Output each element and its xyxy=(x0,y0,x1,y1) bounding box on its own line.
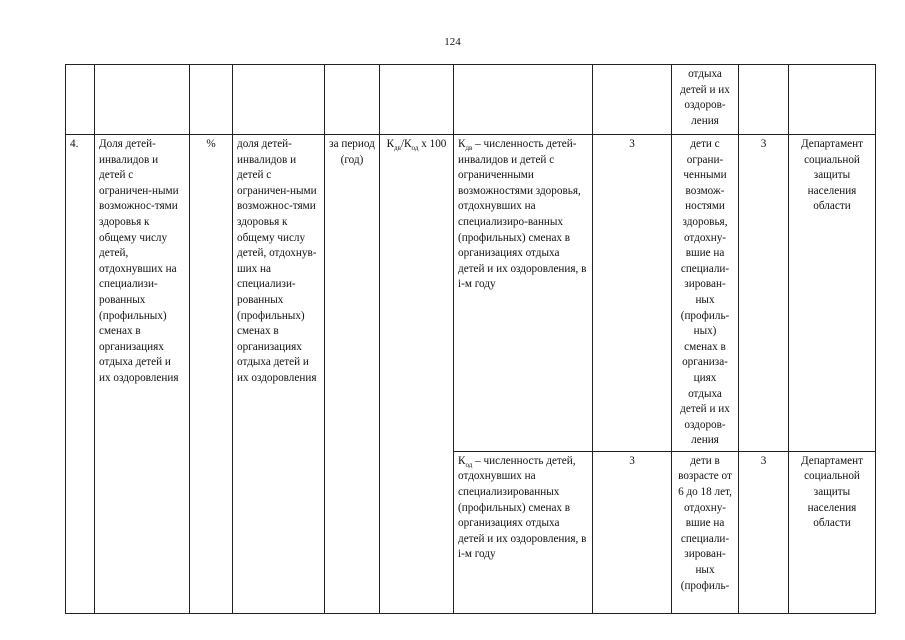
cell-method-code: 3 xyxy=(739,135,789,452)
formula-sub-a: дв xyxy=(394,144,401,153)
cell-responsible-department: Департамент социальной защиты населения области xyxy=(789,135,876,452)
cell-definition: доля детей-инвалидов и детей с ограничен-ными возможнос-тями здоровья к общему числу детей, отдохнув-ших на специализи-рованных (профильных) сменах в организациях отдыха детей и их оздоровления xyxy=(233,135,325,614)
variable-subscript: од xyxy=(465,461,473,470)
cell-responsible-department: Департамент социальной защиты населения области xyxy=(789,451,876,613)
page-number: 124 xyxy=(444,36,461,48)
table-row-indicator-4 xyxy=(66,135,876,452)
cell-observation-object xyxy=(672,451,739,613)
cell-indicator-name: Доля детей-инвалидов и детей с ограничен-ными возможнос-тями здоровья к общему числу детей, отдохнувших на специализи-рованных (профильных) сменах в организациях отдыха детей и их оздоровления xyxy=(95,135,190,614)
variable-text: – численность детей-инвалидов и детей с ограниченными возможностями здоровья, отдохнувших на специализиро-ванных (профильных) сменах в организациях отдыха детей и их оздоровления, в i-м году xyxy=(458,138,587,291)
cell-empty xyxy=(233,65,325,135)
cell-observation-object: дети с ограни-ченными возмож-ностями здоровья, отдохну-вшие на специали-зирован-ных (профиль-ных) сменах в организа-циях отдыха детей и их оздоров-ления xyxy=(672,135,739,452)
formula-var-a: К xyxy=(386,138,395,150)
formula-slash: /К xyxy=(400,138,412,150)
cell-empty xyxy=(739,65,789,135)
cell-empty xyxy=(380,65,454,135)
variable-symbol: К xyxy=(458,138,466,150)
cell-variable-description xyxy=(454,135,593,452)
cell-empty xyxy=(789,65,876,135)
cell-empty xyxy=(454,65,593,135)
cell-empty xyxy=(593,65,672,135)
cell-unit: % xyxy=(190,135,233,614)
variable-symbol: К xyxy=(458,454,466,467)
cell-variable-description xyxy=(454,451,593,613)
cell-object-continued: отдыха детей и их оздоров-ления xyxy=(672,65,739,135)
variable-text: – численность детей, отдохнувших на специализированных (профильных) сменах в организациях отдыха детей и их оздоровления, в i-м году xyxy=(458,454,587,561)
table-row-continuation xyxy=(66,65,876,135)
indicator-table xyxy=(65,64,876,614)
cell-row-number: 4. xyxy=(66,135,95,614)
cell-empty xyxy=(95,65,190,135)
cell-source-code: 3 xyxy=(593,135,672,452)
cell-empty xyxy=(190,65,233,135)
formula-tail: х 100 xyxy=(418,138,447,150)
cell-empty xyxy=(325,65,380,135)
cell-formula xyxy=(380,135,454,614)
variable-subscript: дв xyxy=(465,144,473,153)
cell-source-code: 3 xyxy=(593,451,672,613)
cell-method-code: 3 xyxy=(739,451,789,613)
cell-period: за период (год) xyxy=(325,135,380,614)
observation-object-text: дети в возрасте от 6 до 18 лет, отдохну-вшие на специали-зирован-ных (профиль- xyxy=(678,454,732,592)
formula-sub-b: од xyxy=(411,144,419,153)
cell-empty xyxy=(66,65,95,135)
